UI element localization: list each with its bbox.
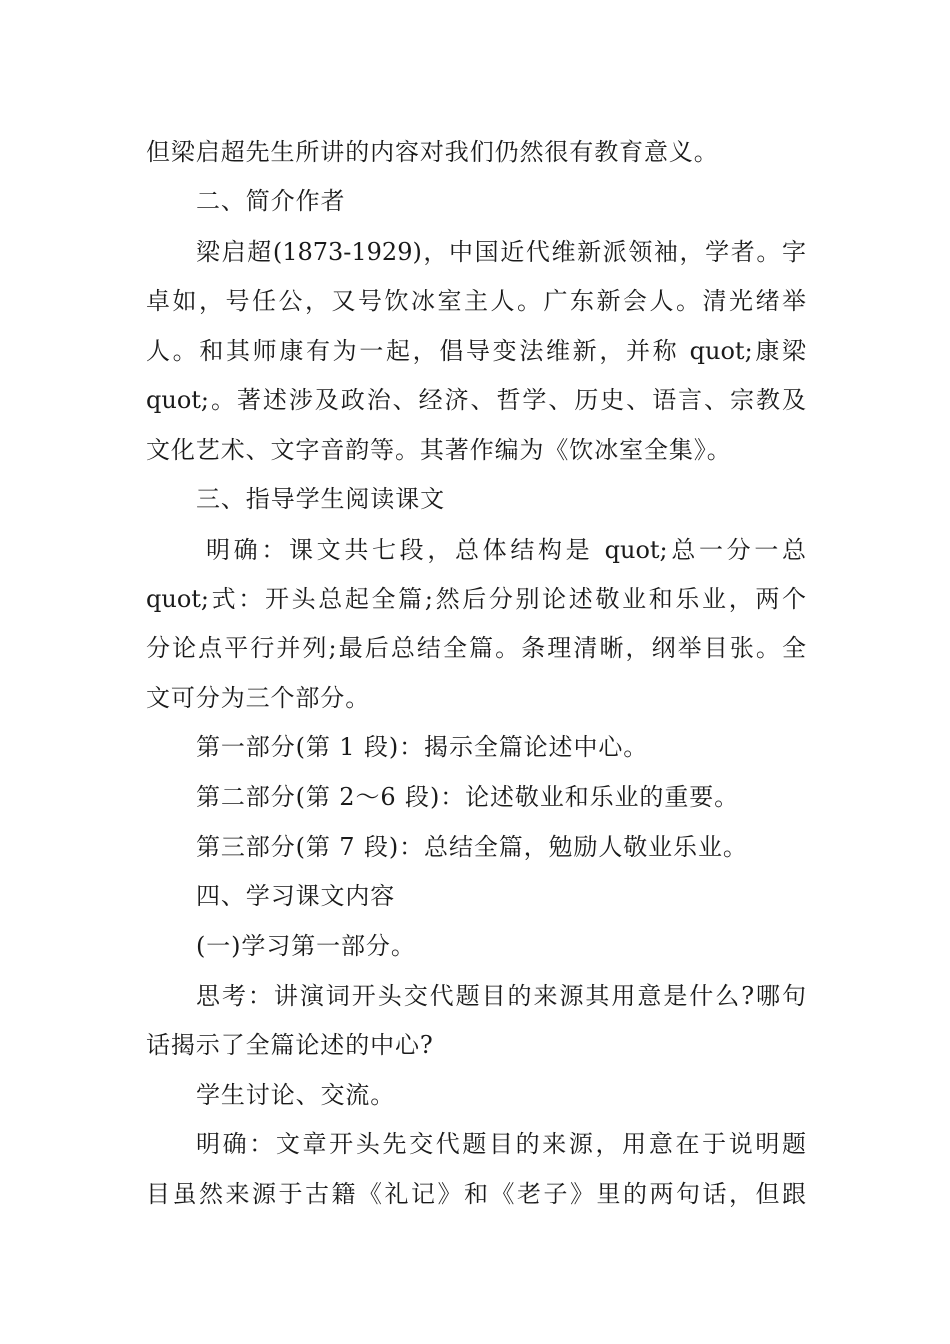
text-line: 文化艺术、文字音韵等。其著作编为《饮冰室全集》。 — [146, 436, 732, 464]
text-line: 学生讨论、交流。 — [196, 1081, 396, 1109]
text-line: 思考：讲演词开头交代题目的来源其用意是什么?哪句 — [196, 982, 806, 1010]
text-line: 明确：课文共七段，总体结构是 quot;总一分一总 — [206, 536, 806, 564]
text-line: 明确：文章开头先交代题目的来源，用意在于说明题 — [196, 1130, 806, 1158]
text-line: 梁启超(1873-1929)，中国近代维新派领袖，学者。字 — [196, 238, 806, 266]
section-heading: 四、学习课文内容 — [196, 882, 396, 910]
text-line: 人。和其师康有为一起，倡导变法维新，并称 quot;康梁 — [146, 337, 806, 365]
section-heading: 二、简介作者 — [196, 187, 346, 215]
text-line: 文可分为三个部分。 — [146, 684, 371, 712]
text-line: 第一部分(第 1 段)：揭示全篇论述中心。 — [196, 733, 649, 761]
text-line: 话揭示了全篇论述的中心? — [146, 1031, 434, 1059]
text-line: quot;。著述涉及政治、经济、哲学、历史、语言、宗教及 — [146, 386, 806, 414]
text-line: 第三部分(第 7 段)：总结全篇，勉励人敬业乐业。 — [196, 833, 748, 861]
section-heading: 三、指导学生阅读课文 — [196, 485, 445, 513]
text-line: 目虽然来源于古籍《礼记》和《老子》里的两句话，但跟 — [146, 1180, 806, 1208]
text-line: (一)学习第一部分。 — [196, 932, 416, 960]
text-line: 卓如，号任公，又号饮冰室主人。广东新会人。清光绪举 — [146, 287, 806, 315]
text-line: 分论点平行并列;最后总结全篇。条理清晰，纲举目张。全 — [146, 634, 806, 662]
text-line: 但梁启超先生所讲的内容对我们仍然很有教育意义。 — [146, 138, 719, 166]
text-line: 第二部分(第 2～6 段)：论述敬业和乐业的重要。 — [196, 783, 740, 811]
text-line: quot;式：开头总起全篇;然后分别论述敬业和乐业，两个 — [146, 585, 806, 613]
